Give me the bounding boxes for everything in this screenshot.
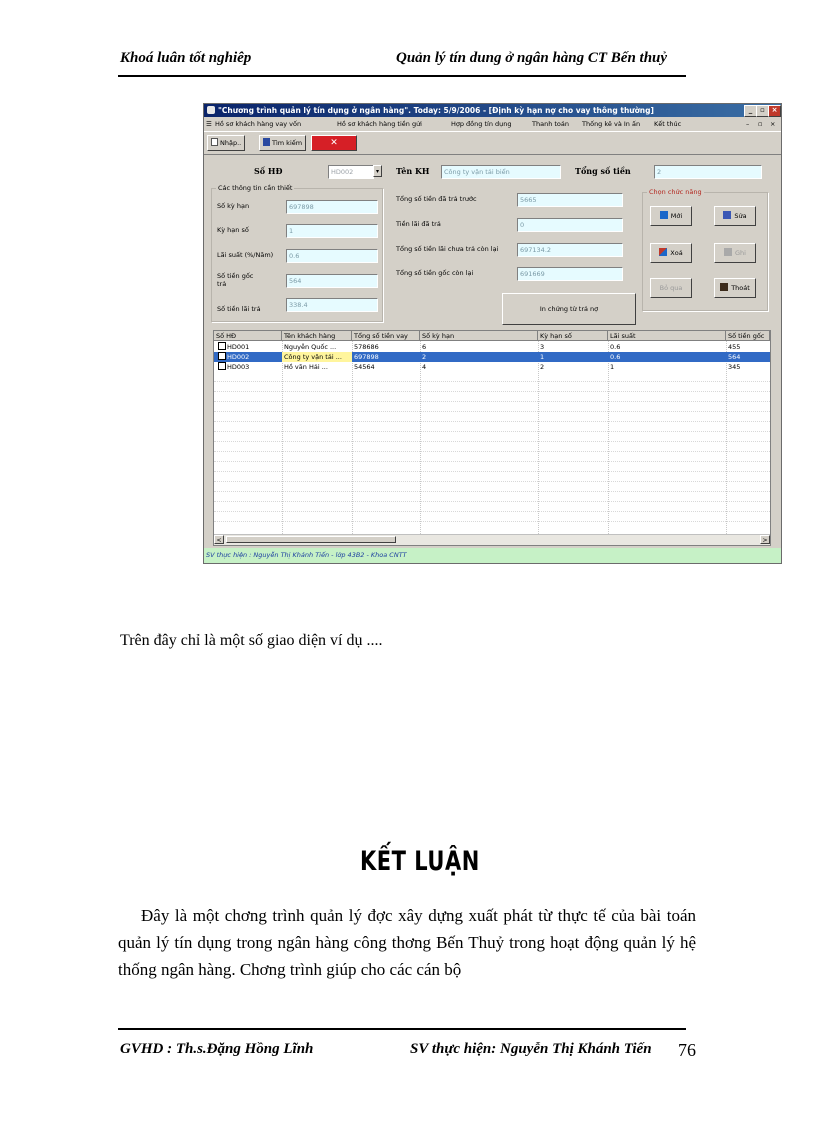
close-red-icon: ✕ [330, 138, 338, 148]
bo-qua-label: Bỏ qua [659, 284, 683, 292]
tong-so-tien-field[interactable]: 2 [654, 165, 762, 179]
edit-icon [723, 211, 731, 219]
row-divider [214, 411, 770, 412]
bo-qua-button[interactable] [650, 278, 692, 298]
chevron-down-icon[interactable]: ▾ [373, 165, 382, 177]
status-bar: SV thực hiện : Nguyễn Thị Khánh Tiến - lớp 43B2 - Khoa CNTT [204, 548, 781, 563]
so-tien-lai-tra-field[interactable]: 338.4 [286, 298, 378, 312]
row-divider [214, 511, 770, 512]
so-tien-goc-tra-label: Số tiền gốc trả [217, 272, 254, 288]
row-divider [214, 421, 770, 422]
mdi-restore-button[interactable]: ▫ [758, 120, 763, 128]
app-icon [207, 106, 215, 114]
window-title: "Chương trình quản lý tín dụng ở ngân hàng". Today: 5/9/2006 - [Định kỳ hạn nợ cho vay thông thường] [218, 106, 654, 115]
so-tien-lai-tra-label: Số tiền lãi trả [217, 305, 261, 313]
mdi-minimize-button[interactable]: – [746, 120, 750, 128]
cell-lai-suat: 0.6 [610, 343, 621, 351]
row-divider [214, 381, 770, 382]
row-checkbox[interactable] [218, 362, 226, 370]
lai-suat-label: Lãi suất (%/Năm) [217, 251, 274, 259]
cell-tong-tien-vay: 697898 [354, 353, 379, 361]
exit-toolbar-button[interactable] [311, 135, 357, 151]
delete-icon [659, 248, 667, 256]
header-left: Khoá luân tốt nghiêp [120, 50, 252, 66]
tong-goc-con-lai-label: Tổng số tiền gốc còn lại [396, 269, 474, 277]
mdi-close-button[interactable]: × [770, 120, 776, 128]
moi-label: Mới [670, 212, 683, 220]
minimize-button[interactable]: _ [744, 105, 757, 117]
tong-tien-da-tra-truoc-field[interactable]: 5665 [517, 193, 623, 207]
tien-lai-da-tra-label: Tiền lãi đã trả [396, 220, 441, 228]
document-icon [211, 138, 218, 146]
footer-rule [118, 1028, 686, 1030]
exit-door-icon [720, 283, 728, 291]
cell-so-hd: HD002 [216, 352, 282, 362]
cell-so-ky-han: 4 [422, 363, 427, 371]
header-right: Quản lý tín dung ở ngân hàng CT Bến thuỷ [396, 50, 668, 66]
ghi-label: Ghi [735, 249, 746, 257]
menu-thanh-toan[interactable]: Thanh toán [532, 120, 570, 128]
tong-lai-chua-tra-field[interactable]: 697134.2 [517, 243, 623, 257]
so-hd-label: Số HĐ [254, 166, 283, 176]
row-divider [214, 501, 770, 502]
row-divider [214, 491, 770, 492]
scroll-thumb[interactable] [226, 536, 396, 543]
function-group-title: Chọn chức năng [649, 188, 702, 196]
cell-tong-tien-vay: 578686 [354, 343, 379, 351]
cell-ky-han-so: 1 [540, 353, 545, 361]
table-row[interactable] [214, 342, 770, 352]
scroll-left-button[interactable]: < [214, 535, 224, 544]
col-header-so-hd[interactable]: Số HĐ [214, 331, 282, 341]
table-row[interactable] [214, 362, 770, 372]
ky-han-so-field[interactable]: 1 [286, 224, 378, 238]
tong-goc-con-lai-field[interactable]: 691669 [517, 267, 623, 281]
restore-button[interactable]: ▫ [756, 105, 769, 117]
so-ky-han-label: Số kỳ hạn [217, 202, 250, 210]
info-group-title: Các thông tin cần thiết [218, 184, 293, 192]
ten-kh-label: Tên KH [396, 166, 430, 176]
new-doc-icon [660, 211, 668, 219]
row-divider [214, 451, 770, 452]
row-checkbox[interactable] [218, 352, 226, 360]
row-divider [214, 441, 770, 442]
row-divider [214, 461, 770, 462]
cell-so-ky-han: 6 [422, 343, 427, 351]
window-titlebar [204, 104, 781, 117]
table-row-selected[interactable] [214, 352, 770, 362]
cell-lai-suat: 1 [610, 363, 615, 371]
lai-suat-field[interactable]: 0.6 [286, 249, 378, 263]
row-divider [214, 481, 770, 482]
tong-tien-da-tra-truoc-label: Tổng số tiền đã trả trước [396, 195, 477, 203]
thoat-button[interactable] [714, 278, 756, 298]
row-divider [214, 471, 770, 472]
sua-label: Sửa [734, 212, 747, 220]
xoa-button[interactable] [650, 243, 692, 263]
nhap-label: Nhập.. [220, 139, 242, 147]
cell-so-hd: HD003 [216, 362, 282, 372]
row-divider [214, 431, 770, 432]
in-chung-tu-button[interactable]: In chứng từ trả nợ [502, 293, 636, 325]
footer-left: GVHD : Th.s.Đặng Hồng Lĩnh [120, 1041, 314, 1057]
header-rule [118, 75, 686, 77]
col-header-tong-tien-vay[interactable]: Tổng số tiền vay [352, 331, 420, 341]
so-tien-goc-tra-field[interactable]: 564 [286, 274, 378, 288]
cell-tong-tien-vay: 54564 [354, 363, 375, 371]
nhap-button[interactable] [207, 135, 245, 151]
close-button[interactable]: × [768, 105, 781, 117]
menu-app-icon: ☰ [206, 120, 212, 128]
row-divider [214, 391, 770, 392]
body-paragraph: Đây là một chơng trình quản lý đợc xây dựng xuất phát từ thực tế của bài toán quản lý tín dụng trong ngân hàng công thơng Bến Thuỷ trong hoạt động quản lý hệ thống ngân hàng. Chơng trình giúp cho các cán bộ [118, 906, 696, 979]
tien-lai-da-tra-field[interactable]: 0 [517, 218, 623, 232]
menu-ket-thuc[interactable]: Kết thúc [654, 120, 682, 128]
cell-ten-kh: Công ty vận tải ... [282, 352, 352, 362]
tim-kiem-label: Tìm kiếm [272, 139, 303, 147]
page-number: 76 [678, 1040, 696, 1060]
cell-ky-han-so: 3 [540, 343, 545, 351]
xoa-label: Xoá [670, 249, 683, 257]
menu-ho-so-vay-von[interactable]: Hồ sơ khách hàng vay vốn [215, 120, 302, 128]
horizontal-scrollbar[interactable] [214, 534, 770, 545]
ghi-button[interactable] [714, 243, 756, 263]
menu-ho-so-tien-gui[interactable]: Hồ sơ khách hàng tiền gửi [337, 120, 422, 128]
section-heading: KẾT LUẬN [360, 846, 480, 876]
app-window [203, 103, 782, 564]
row-divider [214, 401, 770, 402]
toolbar [204, 131, 781, 155]
col-header-lai-suat[interactable]: Lãi suất [608, 331, 726, 341]
row-divider [214, 521, 770, 522]
sua-button[interactable] [714, 206, 756, 226]
tong-so-tien-label: Tổng số tiền [575, 166, 631, 176]
thoat-label: Thoát [731, 284, 750, 292]
cell-so-tien-goc: 564 [728, 353, 741, 361]
col-header-so-tien-goc[interactable]: Số tiền gốc [726, 331, 770, 341]
cell-ten-kh: Hồ văn Hải ... [284, 363, 328, 371]
cell-so-ky-han: 2 [422, 353, 427, 361]
col-header-ten-kh[interactable]: Tên khách hàng [282, 331, 352, 341]
contracts-table [213, 330, 771, 546]
moi-button[interactable] [650, 206, 692, 226]
col-header-ky-han-so[interactable]: Kỳ hạn số [538, 331, 608, 341]
row-checkbox[interactable] [218, 342, 226, 350]
so-ky-han-field[interactable]: 697898 [286, 200, 378, 214]
binoculars-icon [263, 138, 270, 146]
cell-so-tien-goc: 455 [728, 343, 741, 351]
menu-thong-ke[interactable]: Thống kê và In ấn [582, 120, 641, 128]
tim-kiem-button[interactable] [259, 135, 306, 151]
cell-ky-han-so: 2 [540, 363, 545, 371]
ky-han-so-label: Kỳ hạn số [217, 226, 249, 234]
tong-lai-chua-tra-label: Tổng số tiền lãi chưa trả còn lại [396, 245, 499, 253]
menu-bar [204, 118, 781, 130]
caption-text: Trên đây chỉ là một số giao diện ví dụ .... [120, 632, 383, 649]
cell-ten-kh: Nguyễn Quốc ... [284, 343, 337, 351]
cell-so-hd: HD001 [216, 342, 282, 352]
col-header-so-ky-han[interactable]: Số kỳ hạn [420, 331, 538, 341]
scroll-right-button[interactable]: > [760, 535, 770, 544]
cell-so-tien-goc: 345 [728, 363, 741, 371]
so-hd-select[interactable]: HD002 [328, 165, 374, 179]
cell-lai-suat: 0.6 [610, 353, 621, 361]
ten-kh-field[interactable]: Công ty vận tải biển [441, 165, 561, 179]
menu-hop-dong-tin-dung[interactable]: Hợp đồng tín dụng [451, 120, 512, 128]
save-icon [724, 248, 732, 256]
footer-right: SV thực hiện: Nguyễn Thị Khánh Tiến [410, 1041, 652, 1057]
